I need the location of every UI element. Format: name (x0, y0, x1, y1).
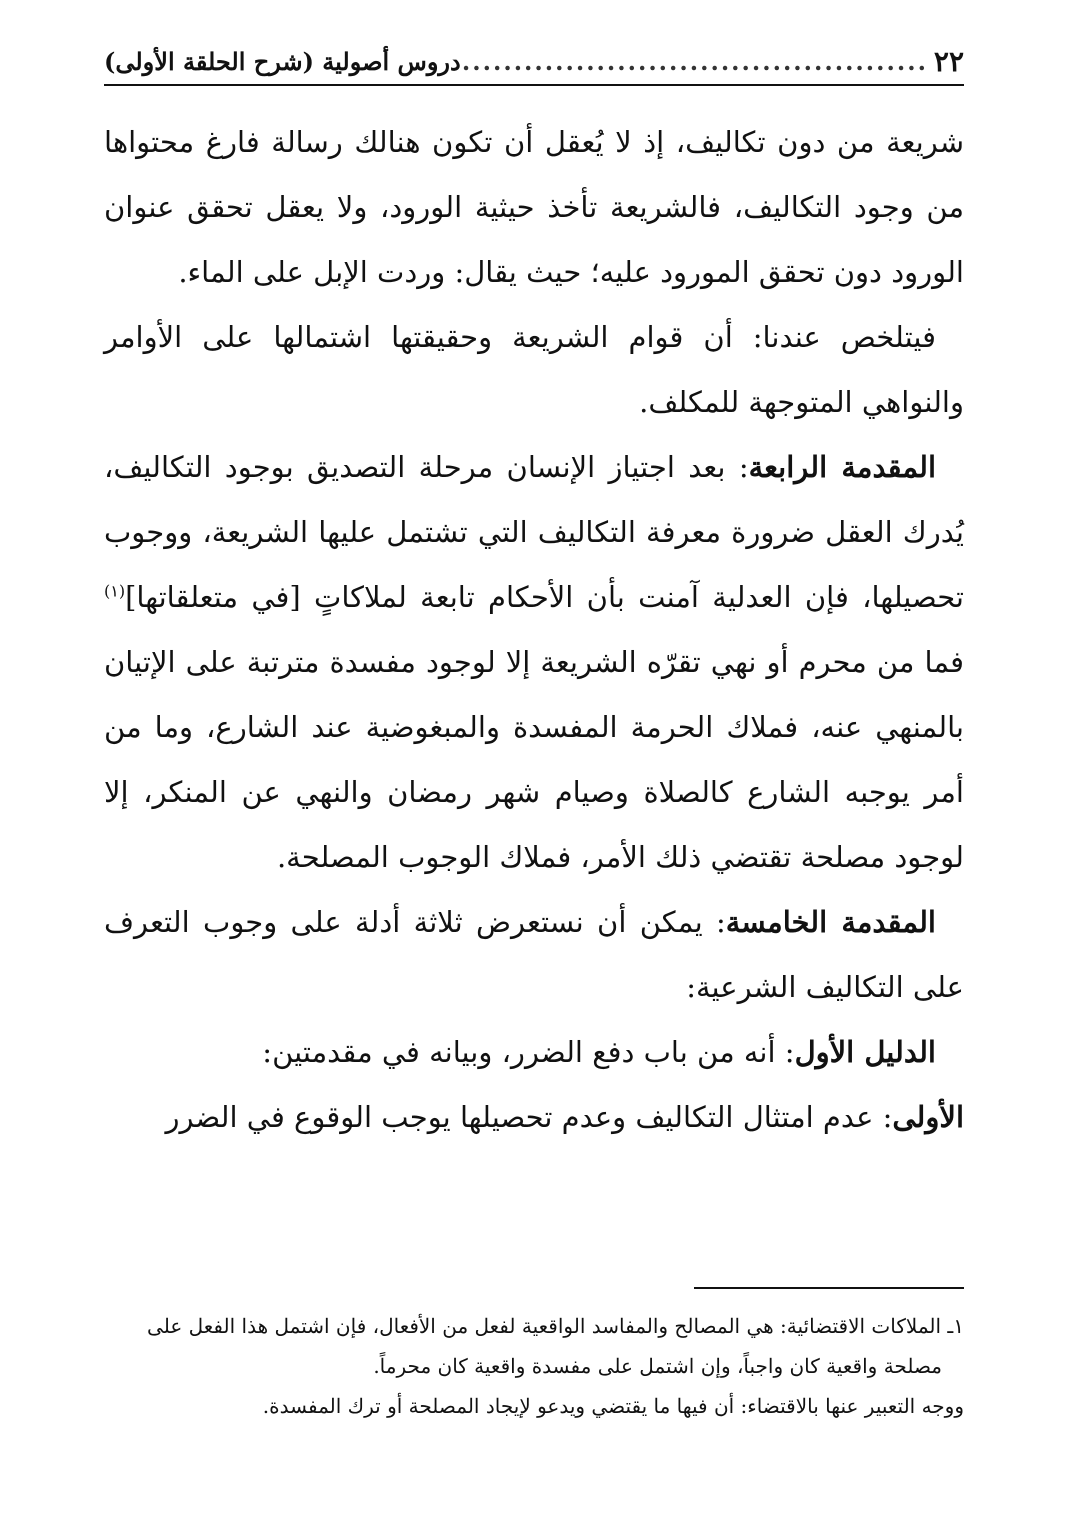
paragraph-fourth-premise (104, 435, 964, 890)
running-title: دروس أصولية (شرح الحلقة الأولى) (104, 46, 461, 76)
footnote-1-line-2: مصلحة واقعية كان واجباً، وإن اشتمل على مفسدة واقعية كان محرماً. (373, 1354, 942, 1378)
footnote-separator (694, 1287, 964, 1289)
footnote-1-line-1: ١ـ الملاكات الاقتضائية: هي المصالح والمفاسد الواقعية لفعل من الأفعال، فإن اشتمل هذا الفعل على (147, 1314, 964, 1338)
body-text (104, 110, 964, 1150)
paragraph-continuation: شريعة من دون تكاليف، إذ لا يُعقل أن تكون هنالك رسالة فارغ محتواها من وجود التكاليف، فالشريعة تأخذ حيثية الورود، ولا يعقل تحقق عنوان الورود دون تحقق المورود عليه؛ حيث يقال: وردت الإبل على الماء. (104, 125, 964, 289)
first-proof-text: : أنه من باب دفع الضرر، وبيانه في مقدمتين: (262, 1035, 795, 1069)
first-proof-heading: الدليل الأول (794, 1035, 936, 1069)
fifth-premise-text: : يمكن أن نستعرض ثلاثة أدلة على وجوب التعرف على التكاليف الشرعية: (104, 905, 964, 1004)
first-premise-text: : عدم امتثال التكاليف وعدم تحصيلها يوجب الوقوع في الضرر (165, 1100, 893, 1134)
leader-dots (461, 47, 928, 76)
footnote-reference[interactable]: (١) (104, 581, 126, 601)
footnote-1-line-3: ووجه التعبير عنها بالاقتضاء: أن فيها ما يقتضي ويدعو لإيجاد المصلحة أو ترك المفسدة. (262, 1394, 964, 1418)
paragraph-first-proof (104, 1020, 964, 1085)
paragraph-summary: فيتلخص عندنا: أن قوام الشريعة وحقيقتها اشتمالها على الأوامر والنواهي المتوجهة للمكلف. (104, 320, 964, 419)
paragraph-fifth-premise (104, 890, 964, 1020)
footnotes (104, 1306, 964, 1426)
fourth-premise-text-a: : بعد اجتياز الإنسان مرحلة التصديق بوجود التكاليف، يُدرك العقل ضرورة معرفة التكاليف التي تشتمل عليها الشريعة، ووجوب تحصيلها، فإن العدلية آمنت بأن الأحكام تابعة لملاكاتٍ [في متعلقاتها] (104, 450, 964, 614)
first-premise-heading: الأولى (892, 1100, 964, 1134)
fourth-premise-text-b: فما من محرم أو نهي تقرّه الشريعة إلا لوجود مفسدة مترتبة على الإتيان بالمنهي عنه، فملاك الحرمة المفسدة والمبغوضية عند الشارع، وما من أمر يوجبه الشارع كالصلاة وصيام شهر رمضان والنهي عن المنكر، إلا لوجود مصلحة تقتضي ذلك الأمر، فملاك الوجوب المصلحة. (104, 645, 964, 874)
page-number: ٢٢ (933, 44, 964, 78)
page-header (104, 38, 964, 86)
fourth-premise-heading: المقدمة الرابعة (748, 450, 936, 484)
paragraph-first-premise (104, 1085, 964, 1150)
fifth-premise-heading: المقدمة الخامسة (725, 905, 936, 939)
